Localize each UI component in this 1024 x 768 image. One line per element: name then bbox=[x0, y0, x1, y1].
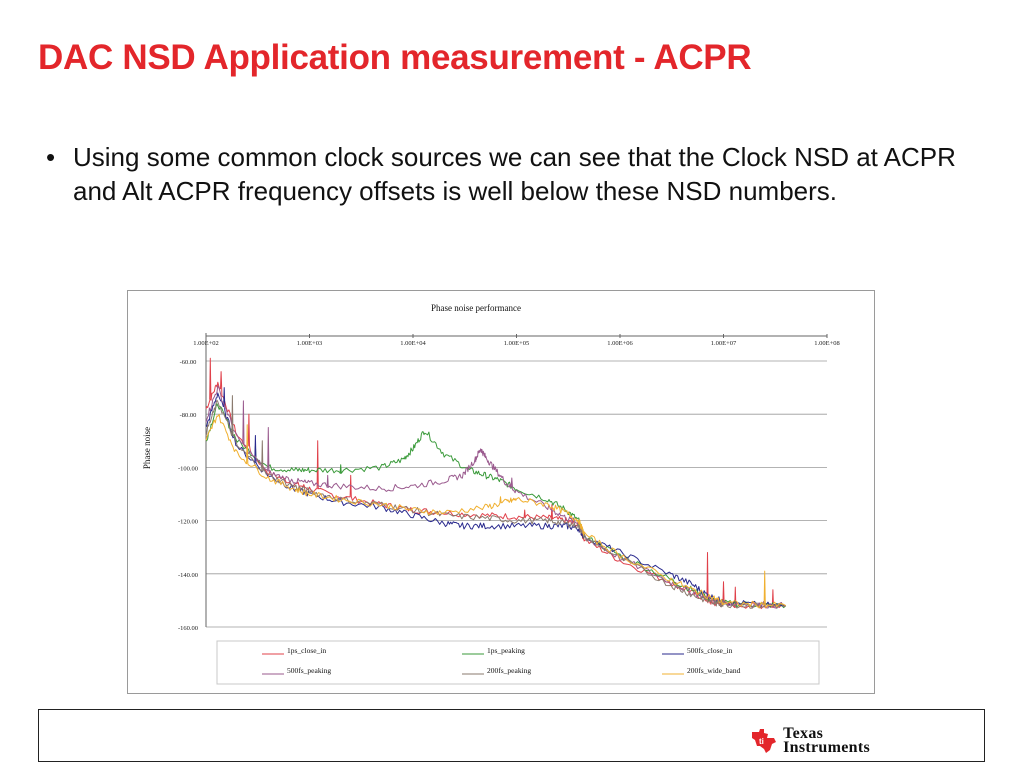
chart-series bbox=[206, 358, 786, 608]
slide-title: DAC NSD Application measurement - ACPR bbox=[38, 38, 752, 77]
footer-bar bbox=[38, 709, 985, 762]
series-line-200fs_peaking bbox=[206, 396, 786, 609]
series-line-200fs_wide_band bbox=[206, 414, 786, 607]
y-tick-label: -160.00 bbox=[177, 625, 199, 632]
ti-state-icon bbox=[750, 728, 778, 754]
x-tick-label: 1.00E+06 bbox=[607, 340, 633, 347]
texas-instruments-logo bbox=[750, 727, 870, 755]
x-tick-label: 1.00E+08 bbox=[814, 340, 840, 347]
y-axis-label: Phase noise bbox=[142, 426, 152, 470]
legend-label: 1ps_close_in bbox=[287, 646, 327, 655]
chart-canvas bbox=[128, 291, 876, 695]
series-line-1ps_close_in bbox=[206, 358, 786, 608]
legend-label: 200fs_wide_band bbox=[687, 666, 741, 675]
legend-label: 200fs_peaking bbox=[487, 666, 532, 675]
y-tick-label: -80.00 bbox=[179, 412, 197, 420]
y-tick-label: -100.00 bbox=[177, 465, 199, 473]
bullet-text: Using some common clock sources we can see that the Clock NSD at ACPR and Alt ACPR frequency offsets is well below these NSD numbers. bbox=[73, 142, 956, 206]
ti-logo-line2: Instruments bbox=[783, 739, 870, 756]
ti-logo-line1: Texas bbox=[783, 725, 824, 742]
svg-text:ti: ti bbox=[759, 737, 765, 746]
legend-label: 1ps_peaking bbox=[487, 646, 525, 655]
y-tick-label: -60.00 bbox=[179, 359, 197, 366]
bullet-point bbox=[46, 140, 976, 208]
y-tick-label: -140.00 bbox=[177, 571, 199, 579]
x-tick-label: 1.00E+05 bbox=[503, 340, 530, 347]
chart-title: Phase noise performance bbox=[431, 303, 521, 313]
legend-label: 500fs_close_in bbox=[687, 646, 733, 655]
bullet-marker: • bbox=[46, 142, 56, 172]
x-tick-label: 1.00E+07 bbox=[710, 340, 737, 347]
legend-label: 500fs_peaking bbox=[287, 666, 332, 675]
x-tick-label: 1.00E+03 bbox=[296, 340, 323, 347]
y-tick-label: -120.00 bbox=[177, 518, 199, 526]
x-tick-label: 1.00E+04 bbox=[400, 340, 426, 347]
phase-noise-chart bbox=[127, 290, 875, 694]
series-line-1ps_peaking bbox=[206, 404, 786, 608]
ti-wordmark bbox=[783, 727, 870, 755]
series-line-500fs_peaking bbox=[206, 386, 786, 608]
x-tick-label: 1.00E+02 bbox=[193, 340, 219, 347]
